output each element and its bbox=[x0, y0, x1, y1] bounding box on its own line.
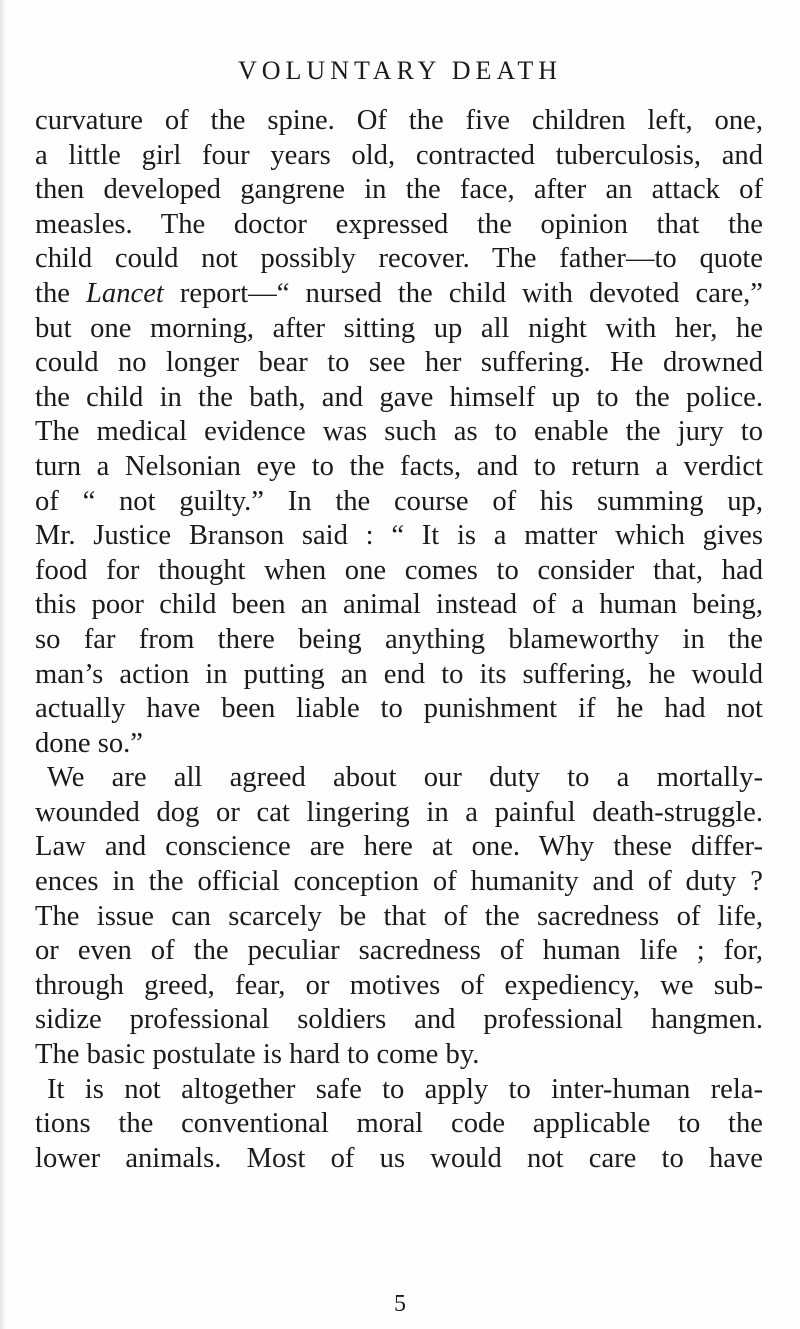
text-line: child could not possibly recover. The father—to quote bbox=[35, 243, 763, 275]
text-line: a little girl four years old, contracted tuberculosis, and bbox=[35, 139, 763, 171]
text-line-lancet: the Lancet report—“ nursed the child with devoted care,” bbox=[35, 277, 763, 309]
page-number: 5 bbox=[394, 1291, 406, 1317]
text-line: Mr. Justice Branson said : “ It is a matter which gives bbox=[35, 520, 763, 552]
text-line: ences in the official conception of humanity and of duty ? bbox=[35, 866, 763, 898]
text-line: of “ not guilty.” In the course of his summing up, bbox=[35, 485, 763, 517]
text-line: The basic postulate is hard to come by. bbox=[35, 1039, 480, 1071]
text-line: tions the conventional moral code applicable to the bbox=[35, 1108, 763, 1140]
text-line: so far from there being anything blameworthy in the bbox=[35, 623, 763, 655]
text-line: wounded dog or cat lingering in a painful death-struggle. bbox=[35, 796, 763, 828]
text-line: the child in the bath, and gave himself up to the police. bbox=[35, 381, 763, 413]
text-line: actually have been liable to punishment if he had not bbox=[35, 693, 763, 725]
text-line: The issue can scarcely be that of the sacredness of life, bbox=[35, 900, 763, 932]
text-line: done so.” bbox=[35, 727, 143, 759]
text-line: sidize professional soldiers and professional hangmen. bbox=[35, 1004, 763, 1036]
text-line: The medical evidence was such as to enable the jury to bbox=[35, 416, 763, 448]
text-line: measles. The doctor expressed the opinion that the bbox=[35, 208, 763, 240]
running-head: VOLUNTARY DEATH bbox=[238, 56, 562, 85]
text-line: but one morning, after sitting up all night with her, he bbox=[35, 312, 763, 344]
text-line: We are all agreed about our duty to a mortally- bbox=[47, 762, 763, 794]
text-line: this poor child been an animal instead of a human being, bbox=[35, 589, 763, 621]
text-line: then developed gangrene in the face, after an attack of bbox=[35, 174, 763, 206]
text-line: It is not altogether safe to apply to inter-human rela- bbox=[47, 1073, 763, 1105]
lancet-italic: Lancet bbox=[86, 277, 164, 309]
text-line: or even of the peculiar sacredness of human life ; for, bbox=[35, 935, 763, 967]
page-gutter-shadow bbox=[0, 0, 6, 1329]
text-line: curvature of the spine. Of the five children left, one, bbox=[35, 105, 763, 136]
text-line: turn a Nelsonian eye to the facts, and to return a verdict bbox=[35, 450, 763, 482]
text-line: man’s action in putting an end to its suffering, he would bbox=[35, 658, 763, 690]
text-line: could no longer bear to see her suffering. He drowned bbox=[35, 347, 763, 379]
body-text bbox=[35, 104, 763, 1176]
text-line: Law and conscience are here at one. Why these differ- bbox=[35, 831, 763, 863]
text-line: food for thought when one comes to consider that, had bbox=[35, 554, 763, 586]
text-line: lower animals. Most of us would not care to have bbox=[35, 1142, 763, 1174]
text-line: through greed, fear, or motives of expediency, we sub- bbox=[35, 969, 763, 1001]
